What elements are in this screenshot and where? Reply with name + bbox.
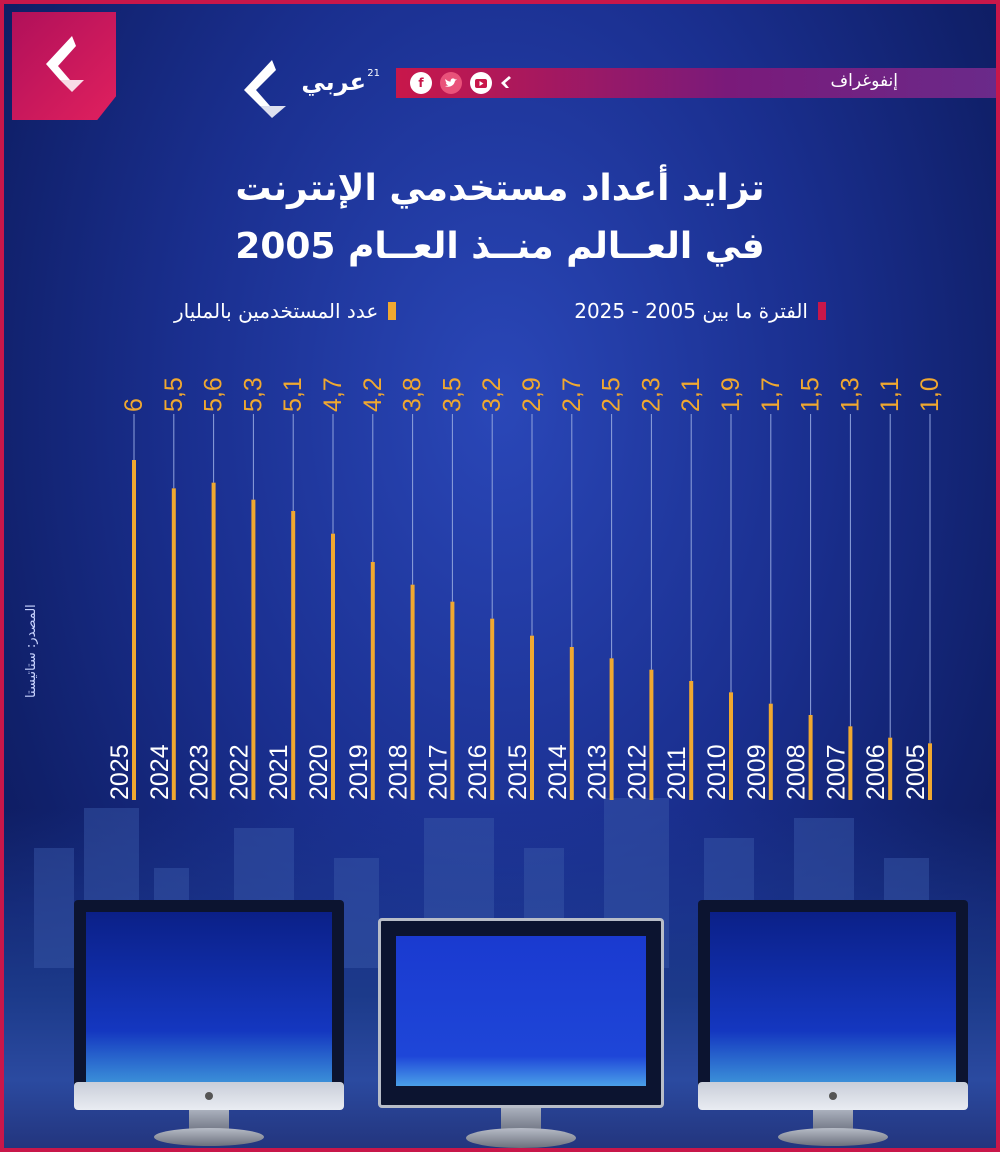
value-label-2005: 1,0 — [916, 377, 944, 412]
brand-name: عربي — [301, 68, 366, 96]
facebook-icon[interactable]: f — [410, 72, 432, 94]
year-label-2022: 2022 — [225, 744, 254, 800]
year-label-2017: 2017 — [424, 744, 453, 800]
value-label-2013: 2,5 — [597, 377, 626, 412]
year-label-2011: 2011 — [663, 746, 692, 800]
year-label-2018: 2018 — [384, 744, 413, 800]
year-label-2019: 2019 — [344, 744, 373, 800]
value-label-2010: 1,9 — [717, 377, 745, 412]
value-label-2023: 5,6 — [199, 377, 228, 412]
value-label-2016: 3,2 — [478, 377, 507, 412]
value-label-2006: 1,1 — [876, 377, 905, 412]
year-label-2025: 2025 — [106, 744, 134, 800]
value-label-2024: 5,5 — [159, 377, 188, 412]
value-label-2011: 2,1 — [677, 377, 706, 412]
year-label-2023: 2023 — [185, 744, 214, 800]
legend-label-users: عدد المستخدمين بالمليار — [174, 299, 379, 323]
value-label-2017: 3,5 — [438, 377, 467, 412]
year-label-2010: 2010 — [703, 744, 731, 800]
bar-chart — [4, 4, 996, 1148]
year-label-2008: 2008 — [782, 744, 811, 800]
chart-title-line2: في العــالم منــذ العــام 2005 — [235, 226, 765, 267]
year-label-2014: 2014 — [543, 744, 572, 800]
value-label-2007: 1,3 — [836, 377, 865, 412]
year-label-2006: 2006 — [862, 744, 891, 800]
year-label-2015: 2015 — [504, 744, 532, 800]
legend-label-period: الفترة ما بين 2005 - 2025 — [574, 299, 808, 323]
year-label-2009: 2009 — [742, 744, 771, 800]
chart-title-line1: تزايد أعداد مستخدمي الإنترنت — [235, 168, 765, 209]
value-label-2009: 1,7 — [756, 377, 785, 412]
source-note: المصدر: ستاتيستا — [24, 604, 39, 698]
value-label-2021: 5,1 — [279, 377, 308, 412]
brand-superscript: 21 — [367, 68, 380, 79]
value-label-2022: 5,3 — [239, 377, 268, 412]
year-label-2007: 2007 — [822, 744, 851, 800]
value-label-2015: 2,9 — [518, 377, 546, 412]
value-label-2014: 2,7 — [557, 377, 586, 412]
value-label-2020: 4,7 — [319, 377, 347, 412]
year-label-2005: 2005 — [902, 744, 930, 800]
year-label-2016: 2016 — [464, 744, 493, 800]
year-label-2021: 2021 — [265, 744, 294, 800]
value-label-2008: 1,5 — [796, 377, 825, 412]
value-label-2025: 6 — [120, 398, 148, 412]
year-label-2024: 2024 — [145, 744, 174, 800]
section-label: إنفوغراف — [830, 71, 898, 91]
year-label-2013: 2013 — [583, 744, 612, 800]
year-label-2012: 2012 — [623, 744, 652, 800]
value-label-2019: 4,2 — [358, 377, 387, 412]
value-label-2018: 3,8 — [398, 377, 427, 412]
year-label-2020: 2020 — [305, 744, 333, 800]
value-label-2012: 2,3 — [637, 377, 666, 412]
